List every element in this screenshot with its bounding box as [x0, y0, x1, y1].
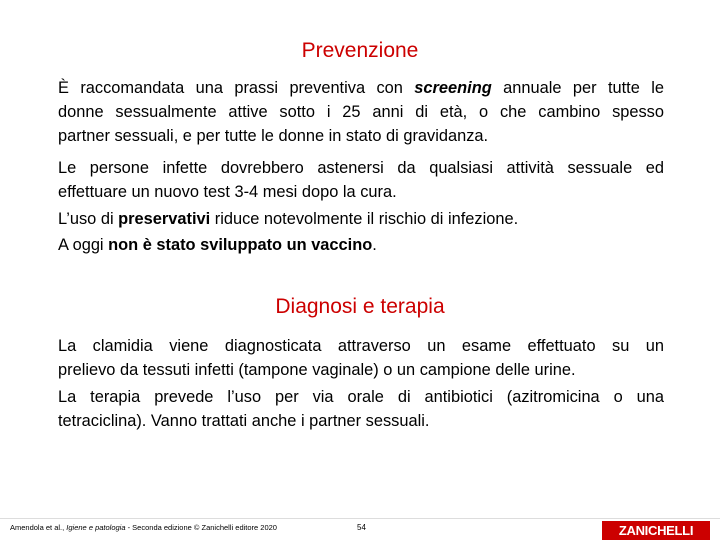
text-span: È raccomandata una prassi preventiva con: [58, 79, 415, 97]
citation-rest: - Seconda edizione © Zanichelli editore 2020: [125, 523, 277, 532]
text-line: donne sessualmente attive sotto i 25 anni di età, o che cambino spesso: [58, 103, 664, 121]
text-line: [58, 76, 664, 100]
section-title-diagnosis: Diagnosi e terapia: [275, 295, 445, 318]
page-number: 54: [357, 523, 366, 532]
text-span: A oggi: [58, 236, 109, 254]
text-span: annuale per tutte le: [491, 79, 664, 97]
diagnosis-paragraph-1: [58, 334, 664, 382]
text-span: riduce notevolmente il rischio di infezione.: [210, 210, 519, 228]
citation-title: Igiene e patologia: [66, 523, 126, 532]
footer-citation: [10, 523, 277, 533]
emphasis-screening: screening: [414, 79, 492, 97]
emphasis-preservativi: preservativi: [118, 210, 211, 228]
prevention-paragraph-2: [58, 156, 664, 204]
prevention-paragraph-4: [58, 233, 664, 257]
publisher-logo: ZANICHELLI: [602, 521, 710, 540]
text-line: partner sessuali, e per tutte le donne in stato di gravidanza.: [58, 127, 489, 145]
citation-authors: Amendola et al.,: [10, 523, 67, 532]
prevention-paragraph-3: [58, 207, 664, 231]
text-line: La clamidia viene diagnosticata attraverso un esame effettuato su un: [58, 337, 664, 355]
diagnosis-paragraph-2: [58, 385, 664, 433]
text-span: L’uso di: [58, 210, 119, 228]
prevention-paragraph-1: [58, 76, 664, 148]
text-span: .: [372, 236, 377, 254]
text-line: La terapia prevede l’uso per via orale di antibiotici (azitromicina o una: [58, 388, 664, 406]
text-line: prelievo da tessuti infetti (tampone vaginale) o un campione delle urine.: [58, 361, 576, 379]
text-line: tetraciclina). Vanno trattati anche i partner sessuali.: [58, 412, 430, 430]
section-title-prevention: Prevenzione: [301, 39, 419, 62]
text-line: effettuare un nuovo test 3-4 mesi dopo la cura.: [58, 183, 397, 201]
text-line: [58, 207, 664, 231]
text-line: [58, 233, 664, 257]
text-line: Le persone infette dovrebbero astenersi da qualsiasi attività sessuale ed: [58, 159, 664, 177]
emphasis-no-vaccine: non è stato sviluppato un vaccino: [108, 236, 373, 254]
